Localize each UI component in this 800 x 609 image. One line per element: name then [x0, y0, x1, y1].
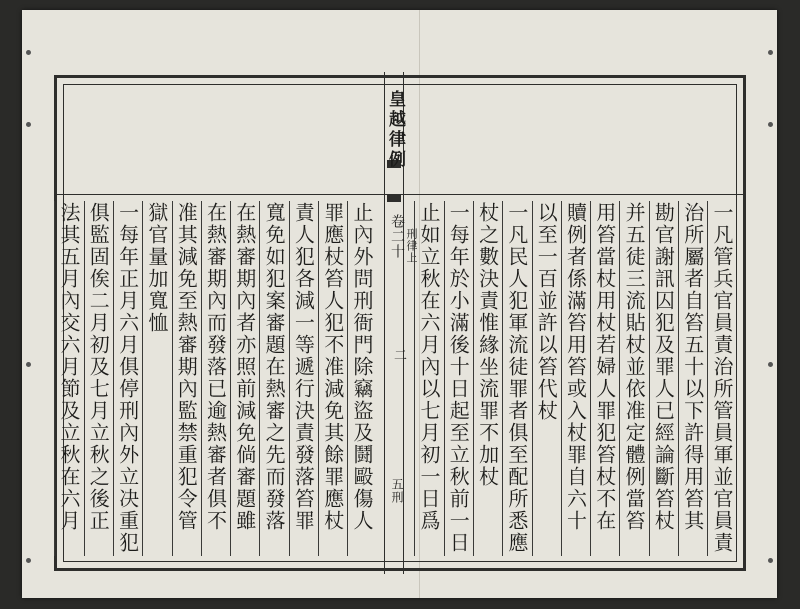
- binding-hole: [768, 558, 773, 563]
- text-column: 罪應杖笞人犯不准減免其餘罪應杖: [320, 202, 345, 532]
- book-page-spread: [22, 10, 777, 598]
- text-column: 獄官量加寬恤: [144, 202, 169, 334]
- column-rule: [444, 201, 445, 556]
- text-column: 止如立秋在六月內以七月初一日爲: [417, 202, 441, 532]
- text-column: 治所屬者自笞五十以下許得用笞其: [680, 202, 705, 532]
- column-rule: [502, 201, 503, 556]
- printed-frame: [54, 75, 746, 571]
- column-rule: [289, 201, 290, 556]
- text-column: 寬免如犯案審題在熱審之先而發落: [262, 202, 287, 532]
- column-rule: [84, 201, 85, 556]
- text-column: 杖之數決責惟緣坐流罪不加杖: [475, 202, 500, 488]
- text-column: 勘官謝訊囚犯及罪人已經論斷笞杖: [651, 202, 676, 532]
- column-rule: [54, 201, 55, 556]
- column-rule: [142, 201, 143, 556]
- column-rule: [678, 201, 679, 556]
- page-number: 二: [391, 348, 406, 362]
- column-rule: [201, 201, 202, 556]
- text-column: 止內外問刑衙門除竊盜及鬪毆傷人: [350, 202, 374, 532]
- volume-label: 卷二十: [389, 214, 405, 259]
- column-rule: [532, 201, 533, 556]
- text-column: 一每年正月六月俱停刑內外立决重犯: [115, 202, 140, 554]
- chapter-label: 五刑: [390, 478, 404, 504]
- column-rule: [113, 201, 114, 556]
- column-rule: [230, 201, 231, 556]
- column-rule: [590, 201, 591, 556]
- fishtail-mark: [387, 194, 401, 202]
- text-column: 一凡管兵官員責治所管員軍並官員責: [710, 202, 734, 554]
- text-column: 准其減免至熱審期內監禁重犯令管: [174, 202, 199, 532]
- binding-hole: [26, 558, 31, 563]
- column-rule: [707, 201, 708, 556]
- text-column: 以至一百並許以笞代杖: [534, 202, 559, 422]
- column-rule: [561, 201, 562, 556]
- binding-hole: [768, 50, 773, 55]
- text-column: 在熱審期內者亦照前減免倘審題雖: [232, 202, 257, 532]
- text-column: 用笞當杖用杖若婦人罪犯笞杖不在: [592, 202, 617, 532]
- column-rule: [649, 201, 650, 556]
- binding-hole: [26, 122, 31, 127]
- book-title: 皇越律例: [385, 90, 405, 170]
- column-rule: [473, 201, 474, 556]
- text-column: 一每年於小滿後十日起至立秋前一日: [446, 202, 471, 554]
- binding-hole: [768, 362, 773, 367]
- column-rule: [414, 201, 415, 556]
- column-rule: [347, 201, 348, 556]
- text-column: 一凡民人犯軍流徒罪者俱至配所悉應: [504, 202, 529, 554]
- section-label: 刑律上: [405, 228, 418, 264]
- text-column: 贖例者係滿笞用笞或入杖罪自六十: [563, 202, 588, 532]
- text-column: 俱監固俟二月初及七月立秋之後正: [86, 202, 111, 532]
- text-column: 責人犯各減一等遞行決責發落笞罪: [291, 202, 316, 532]
- binding-hole: [768, 122, 773, 127]
- text-column: 法其五月內交六月節及立秋在六月: [57, 202, 81, 532]
- text-column: 在熱審期內而發落已逾熱審者俱不: [203, 202, 228, 532]
- binding-hole: [26, 362, 31, 367]
- column-rule: [172, 201, 173, 556]
- text-column: 并五徒三流貼杖並依准定體例當笞: [622, 202, 647, 532]
- column-rule: [259, 201, 260, 556]
- column-rule: [318, 201, 319, 556]
- column-rule: [619, 201, 620, 556]
- binding-hole: [26, 50, 31, 55]
